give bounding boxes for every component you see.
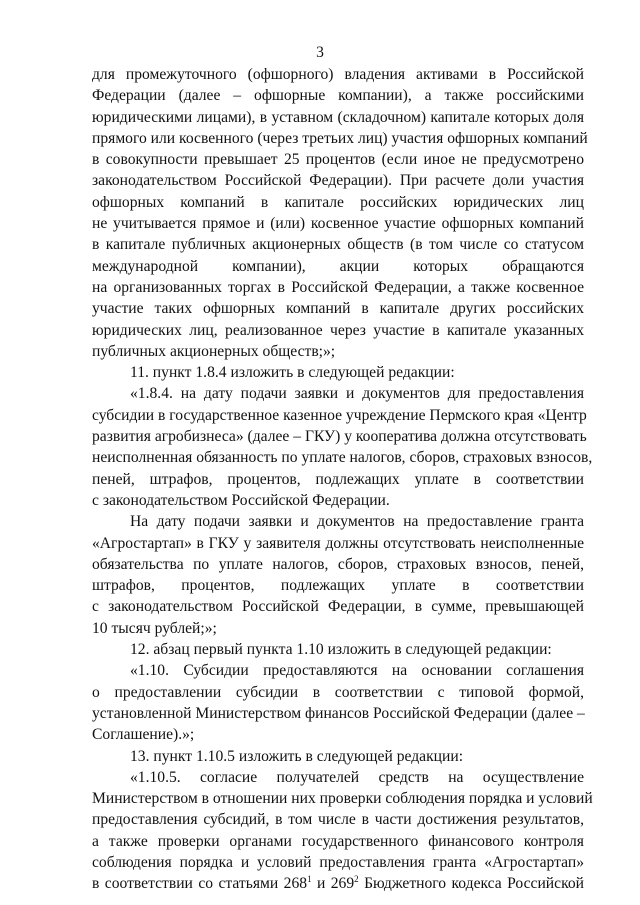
text-fragment: в соответствии со статьями 268 — [92, 875, 308, 893]
text-line: «1.8.4. на дату подачи заявки и документов для предоставления — [130, 385, 584, 403]
text-line: 10 тысяч рублей;»; — [92, 619, 217, 637]
text-line: 12. абзац первый пункта 1.10 изложить в следующей редакции: — [130, 641, 552, 659]
text-line: с законодательством Российской Федерации, в сумме, превышающей — [92, 598, 584, 616]
text-line: «1.10. Субсидии предоставляются на основании соглашения — [130, 662, 584, 680]
text-fragment: Бюджетного кодекса Российской — [358, 875, 584, 893]
text-line: обязательства по уплате налогов, сборов, страховых взносов, пеней, — [92, 555, 584, 573]
text-line: в совокупности превышает 25 процентов (если иное не предусмотрено — [92, 151, 584, 169]
text-line: субсидии в государственное казенное учреждение Пермского края «Центр — [92, 406, 587, 424]
text-line: в капитале публичных акционерных обществ (в том числе со статусом — [92, 236, 584, 254]
text-line: юридических лиц, реализованное через участие в капитале указанных — [92, 321, 584, 339]
text-line: не учитывается прямое и (или) косвенное участие офшорных компаний — [92, 215, 584, 233]
text-line: Министерством в отношении них проверки соблюдения порядка и условий — [92, 790, 593, 808]
text-line: а также проверки органами государственного финансового контроля — [92, 832, 584, 850]
text-line: на организованных торгах в Российской Федерации, а также косвенное — [92, 278, 584, 296]
text-line: «Агростартап» в ГКУ у заявителя должны отсутствовать неисполненные — [92, 534, 584, 552]
text-line: о предоставлении субсидии в соответствии с типовой формой, — [92, 683, 584, 701]
text-line: участие таких офшорных компаний в капитале других российских — [92, 300, 584, 318]
text-line: «1.10.5. согласие получателей средств на осуществление — [130, 768, 584, 786]
text-line: юридическими лицами), в уставном (складочном) капитале которых доля — [92, 108, 584, 126]
text-line: установленной Министерством финансов Российской Федерации (далее – — [92, 704, 585, 722]
text-line: международной компании), акции которых обращаются — [92, 257, 584, 275]
text-line: штрафов, процентов, подлежащих уплате в соответствии — [92, 577, 584, 595]
text-line: публичных акционерных обществ;»; — [92, 342, 336, 360]
text-line: 13. пункт 1.10.5 изложить в следующей редакции: — [130, 747, 464, 765]
document-body — [92, 64, 593, 895]
text-fragment: и 269 — [311, 875, 355, 893]
text-line: прямого или косвенного (через третьих лиц) участия офшорных компаний — [92, 129, 588, 147]
text-line: офшорных компаний в капитале российских юридических лиц — [92, 193, 584, 211]
text-line — [92, 873, 584, 894]
text-line: Соглашение).»; — [92, 726, 195, 744]
text-line: предоставления субсидий, в том числе в части достижения результатов, — [92, 811, 584, 829]
text-line: Федерации (далее – офшорные компании), а также российскими — [92, 87, 584, 105]
text-line: развития агробизнеса» (далее – ГКУ) у кооператива должна отсутствовать — [92, 428, 587, 446]
text-line: 11. пункт 1.8.4 изложить в следующей редакции: — [130, 364, 455, 382]
page-number: 3 — [316, 44, 324, 61]
text-line: с законодательством Российской Федерации. — [92, 491, 390, 509]
text-line: соблюдения порядка и условий предоставления гранта «Агростартап» — [92, 853, 584, 871]
superscript: 2 — [354, 874, 359, 885]
text-line: пеней, штрафов, процентов, подлежащих уплате в соответствии — [92, 470, 584, 488]
text-line: На дату подачи заявки и документов на предоставление гранта — [130, 513, 584, 531]
text-line: для промежуточного (офшорного) владения активами в Российской — [92, 66, 584, 83]
superscript: 1 — [307, 874, 312, 885]
text-line: неисполненная обязанность по уплате налогов, сборов, страховых взносов, — [92, 449, 593, 467]
text-line: законодательством Российской Федерации). При расчете доли участия — [92, 172, 584, 190]
